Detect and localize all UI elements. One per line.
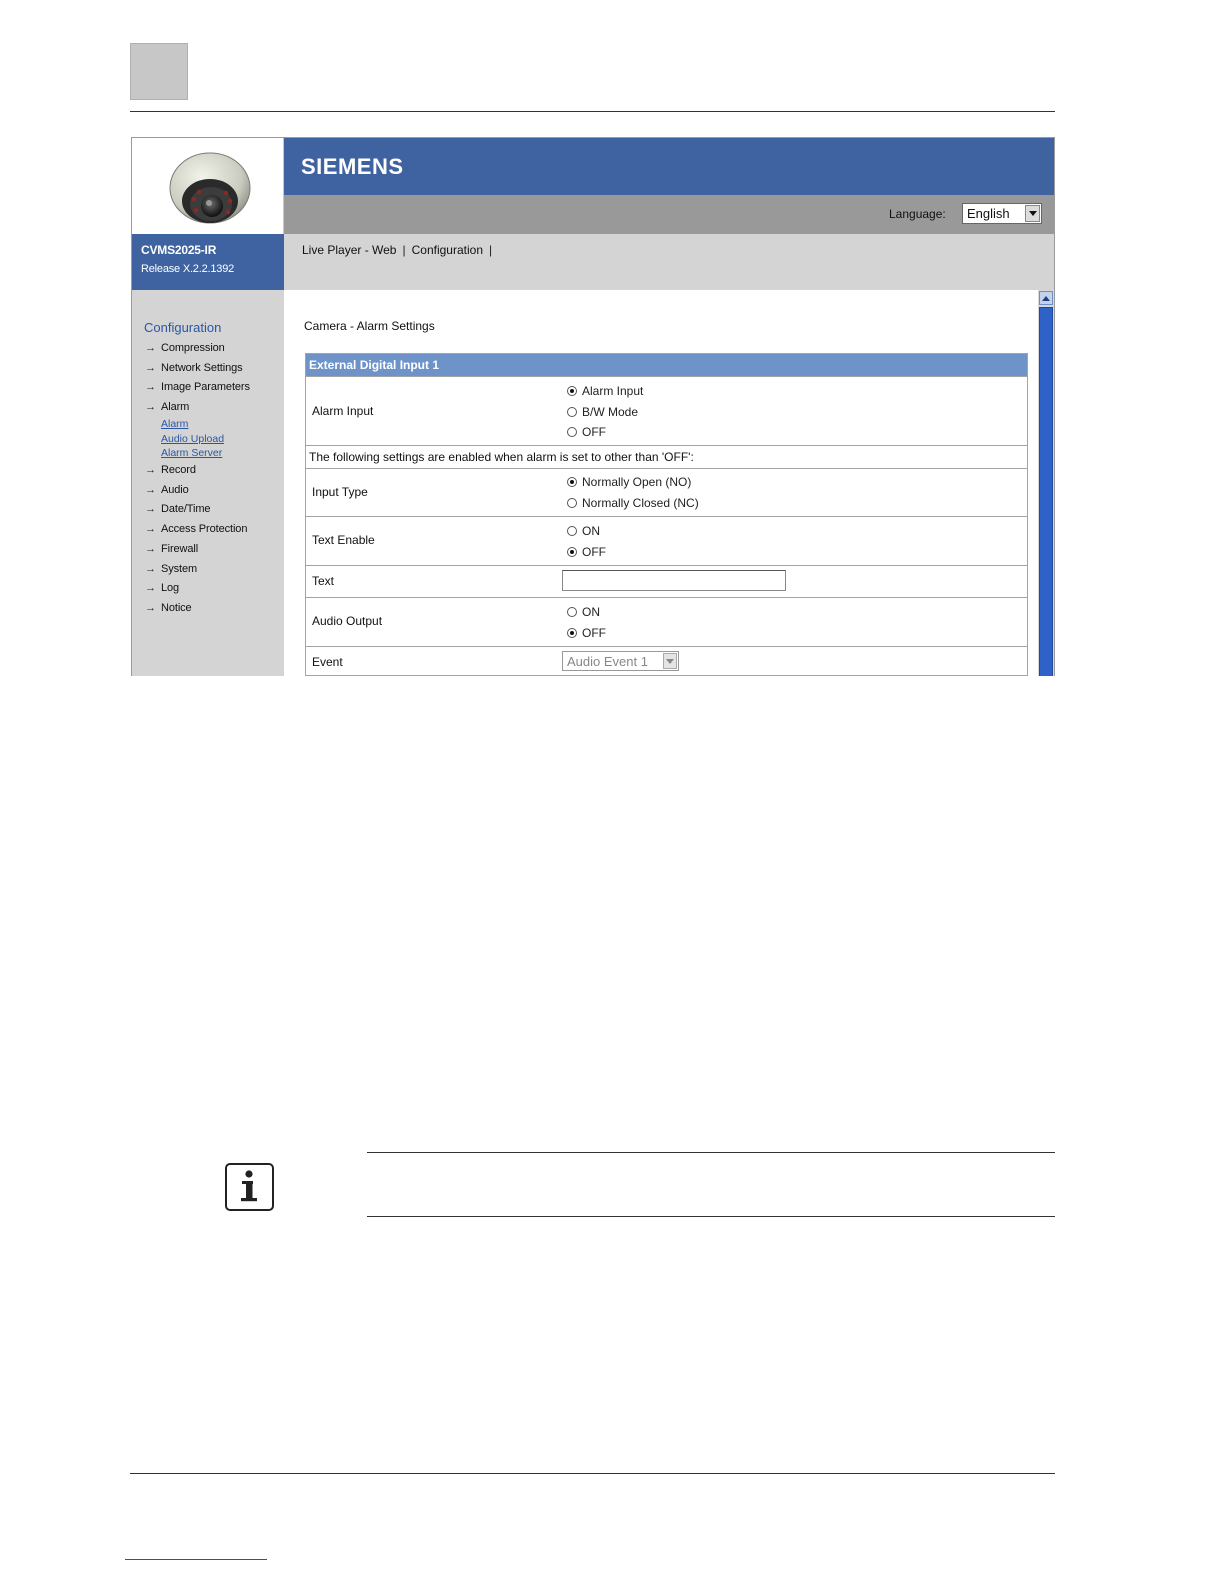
info-glyph [227,1165,271,1208]
menu-separator: | [402,243,406,257]
nav-label: System [161,562,198,575]
radio-button[interactable] [567,477,577,487]
arrow-right-icon: → [145,483,156,496]
camera-web-ui-screenshot [131,137,1055,676]
arrow-right-icon: → [145,542,156,555]
radio-off[interactable] [567,422,643,443]
menu-bar [284,234,1055,290]
menu-configuration[interactable]: Configuration [411,243,483,257]
radio-audio-on[interactable] [567,602,606,623]
device-release: Release X.2.2.1392 [141,263,235,275]
page-title: Camera - Alarm Settings [304,319,435,333]
radio-button[interactable] [567,526,577,536]
note-rule-bottom [367,1216,1055,1217]
radio-label: OFF [582,544,606,559]
radio-label: ON [582,524,600,539]
row-label: Text Enable [312,533,375,547]
section-header: External Digital Input 1 [306,354,1027,376]
row-label: Input Type [312,485,368,499]
nav-label: Image Parameters [161,381,250,394]
audio-output-radio-group [567,602,606,643]
event-select[interactable] [562,651,679,671]
radio-label: Normally Open (NO) [582,475,692,490]
nav-subitem-alarm-server[interactable]: Alarm Server [161,447,223,459]
menu-live-player[interactable]: Live Player - Web [302,243,397,257]
nav-subitem-alarm[interactable]: Alarm [161,418,189,430]
radio-button[interactable] [567,628,577,638]
language-select[interactable] [962,203,1042,224]
radio-alarm-input[interactable] [567,381,643,402]
radio-button[interactable] [567,498,577,508]
event-value: Audio Event 1 [567,654,648,669]
brand-logo: SIEMENS [301,154,404,179]
arrow-right-icon: → [145,381,156,394]
arrow-right-icon: → [145,361,156,374]
row-label: Audio Output [312,614,383,628]
chevron-down-icon[interactable] [1025,205,1040,222]
alarm-settings-table [305,353,1028,676]
nav-heading[interactable]: Configuration [144,320,222,335]
content-scrollbar[interactable] [1038,290,1054,676]
radio-button[interactable] [567,386,577,396]
header-rule [130,111,1055,112]
row-text-enable [306,516,1027,565]
device-info [132,234,284,290]
radio-label: OFF [582,625,606,640]
config-nav [132,290,284,618]
radio-audio-off[interactable] [567,623,606,644]
arrow-right-icon: → [145,562,156,575]
nav-item-image-parameters[interactable] [132,377,284,397]
nav-item-access-protection[interactable] [132,519,284,539]
radio-label: OFF [582,425,606,440]
radio-label: Normally Closed (NC) [582,495,699,510]
nav-label: Alarm [161,400,190,413]
nav-item-alarm[interactable] [132,397,284,417]
arrow-right-icon: → [145,400,156,413]
alarm-input-radio-group [567,381,643,443]
top-menu [302,243,492,257]
row-label: Event [312,655,343,669]
menu-separator: | [489,243,493,257]
row-label: Alarm Input [312,404,374,418]
footer-link-underline [125,1559,267,1560]
nav-item-system[interactable] [132,559,284,579]
radio-label: B/W Mode [582,404,639,419]
language-bar [284,195,1055,234]
row-alarm-input [306,376,1027,445]
scrollbar-thumb[interactable] [1039,307,1053,676]
chevron-down-icon[interactable] [663,653,677,669]
arrow-right-icon: → [145,601,156,614]
device-model: CVMS2025-IR [141,243,217,257]
row-audio-output [306,597,1027,646]
nav-subitem-audio-upload[interactable]: Audio Upload [161,432,225,445]
left-panel [132,138,284,676]
language-label: Language: [889,207,946,221]
radio-text-off[interactable] [567,542,606,563]
arrow-right-icon: → [145,464,156,477]
camera-image [168,146,252,226]
nav-label: Log [161,582,180,595]
camera-image-box [132,138,284,234]
nav-item-firewall[interactable] [132,539,284,559]
nav-label: Record [161,464,196,477]
row-input-type [306,468,1027,516]
note-rule-top [367,1152,1055,1153]
row-event [306,646,1027,676]
radio-button[interactable] [567,547,577,557]
scroll-up-icon[interactable] [1039,291,1053,305]
nav-label: Firewall [161,542,199,555]
radio-text-on[interactable] [567,521,606,542]
brand-banner [284,138,1055,195]
radio-label: Alarm Input [582,384,644,399]
radio-button[interactable] [567,407,577,417]
nav-item-network-settings[interactable] [132,358,284,378]
arrow-right-icon: → [145,341,156,354]
footer-rule [130,1473,1055,1474]
arrow-right-icon: → [145,523,156,536]
nav-item-compression[interactable] [132,338,284,358]
text-enable-radio-group [567,521,606,562]
row-note [306,445,1027,468]
row-text [306,565,1027,597]
nav-label: Audio [161,483,189,496]
info-icon [225,1163,274,1211]
radio-button[interactable] [567,607,577,617]
radio-label: ON [582,605,600,620]
language-value: English [967,206,1010,221]
nav-item-audio[interactable] [132,480,284,500]
nav-label: Date/Time [161,503,211,516]
text-input[interactable] [562,570,786,591]
arrow-right-icon: → [145,582,156,595]
nav-item-record[interactable] [132,460,284,480]
radio-normally-open[interactable] [567,472,699,493]
nav-label: Compression [161,341,225,354]
radio-normally-closed[interactable] [567,493,699,514]
radio-bw-mode[interactable] [567,402,643,423]
page-marker-square [130,43,188,100]
input-type-radio-group [567,472,699,513]
radio-button[interactable] [567,427,577,437]
nav-label: Access Protection [161,523,248,536]
nav-item-log[interactable] [132,578,284,598]
nav-label: Network Settings [161,361,243,374]
nav-label: Notice [161,601,192,614]
arrow-right-icon: → [145,503,156,516]
row-label: Text [312,574,335,588]
main-content [284,290,1040,676]
nav-item-notice[interactable] [132,598,284,618]
settings-note: The following settings are enabled when alarm is set to other than 'OFF': [309,450,694,464]
nav-item-date-time[interactable] [132,500,284,520]
